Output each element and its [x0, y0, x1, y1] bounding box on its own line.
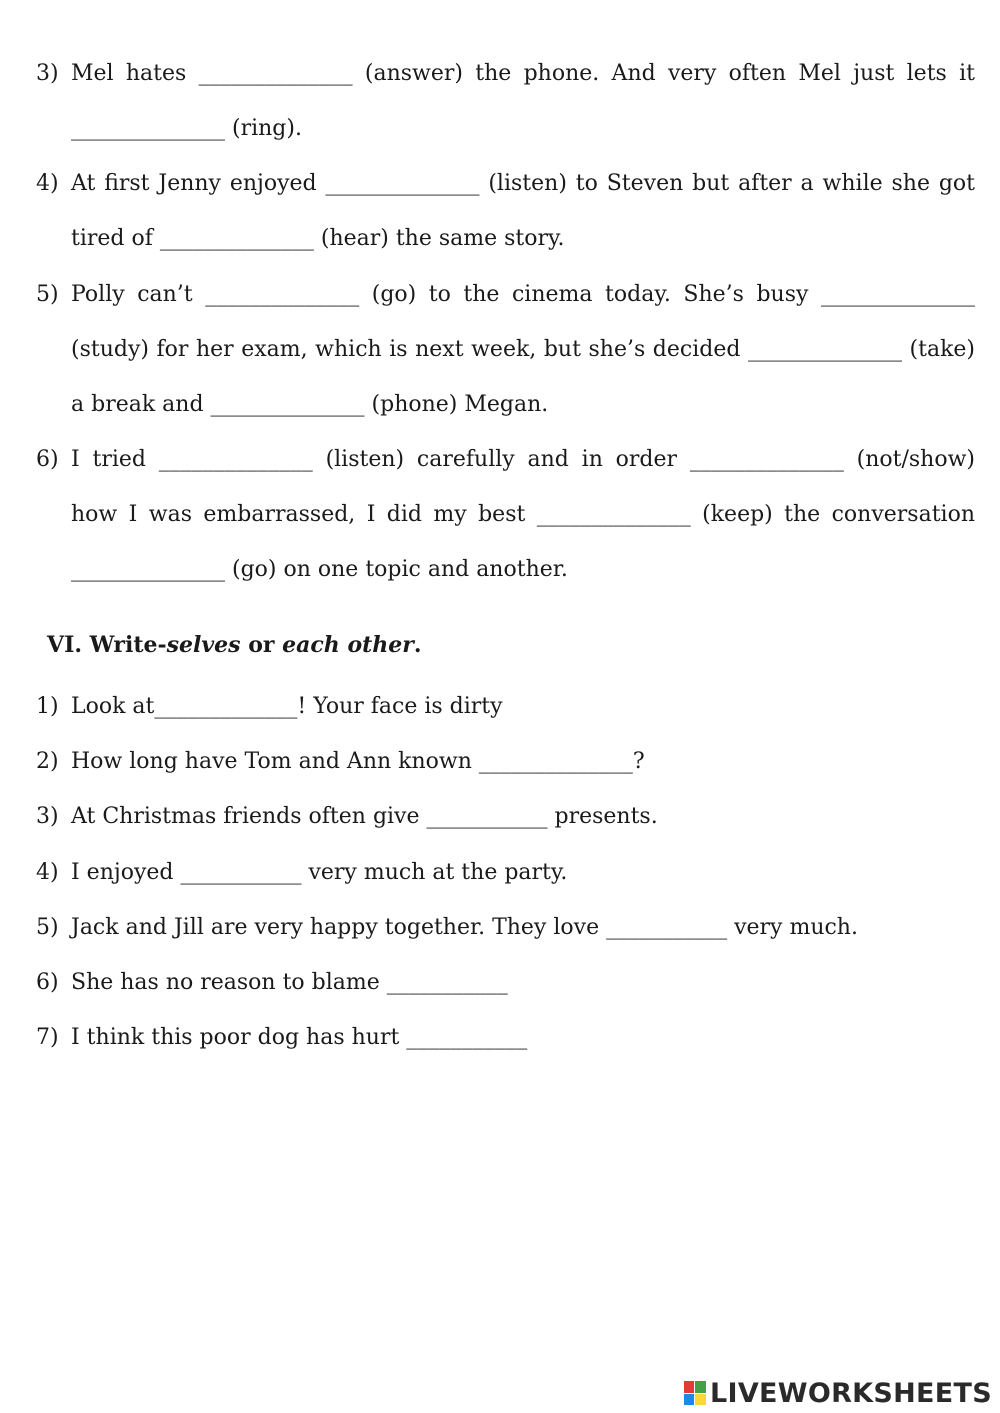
item-line: ______________ (ring).	[71, 116, 302, 141]
liveworksheets-logo[interactable]	[684, 1378, 992, 1408]
logo-mark-icon	[684, 1381, 706, 1405]
item-line: Polly can’t ______________ (go) to the cinema today. She’s busy ______________	[71, 282, 975, 307]
heading-selves: selves	[166, 632, 241, 658]
section-vi-item-3	[36, 803, 658, 831]
item-number: 7)	[36, 1025, 59, 1050]
item-number: 1)	[36, 694, 59, 719]
item-text: I think this poor dog has hurt ___________	[71, 1025, 528, 1050]
item-line: a break and ______________ (phone) Megan.	[71, 392, 549, 417]
item-line: (study) for her exam, which is next week, but she’s decided ______________ (take)	[71, 337, 975, 362]
item-number: 4)	[36, 860, 59, 885]
section-vi-item-1	[36, 693, 503, 721]
logo-text: LIVEWORKSHEETS	[709, 1377, 992, 1409]
item-number: 3)	[36, 61, 59, 86]
item-number: 2)	[36, 749, 59, 774]
item-number: 6)	[36, 447, 59, 472]
section-vi-heading	[47, 631, 422, 659]
item-text: Jack and Jill are very happy together. They love ___________ very much.	[71, 915, 858, 940]
item-line: how I was embarrassed, I did my best ______________ (keep) the conversation	[71, 502, 975, 527]
item-number: 3)	[36, 804, 59, 829]
heading-each-other: each other	[282, 632, 414, 658]
item-line: I tried ______________ (listen) carefully and in order ______________ (not/show)	[71, 447, 975, 472]
item-number: 4)	[36, 171, 59, 196]
item-text: Look at_____________! Your face is dirty	[71, 694, 503, 719]
heading-period: .	[413, 632, 422, 658]
item-line: ______________ (go) on one topic and another.	[71, 557, 568, 582]
item-number: 6)	[36, 970, 59, 995]
item-number: 5)	[36, 282, 59, 307]
item-text: How long have Tom and Ann known ______________?	[71, 749, 645, 774]
section-vi-item-5	[36, 914, 858, 942]
heading-prefix: VI. Write-	[47, 632, 167, 658]
item-line: At first Jenny enjoyed ______________ (listen) to Steven but after a while she got	[71, 171, 975, 196]
section-vi-item-4	[36, 859, 567, 887]
item-line: Mel hates ______________ (answer) the phone. And very often Mel just lets it	[71, 61, 975, 86]
section-vi-item-6	[36, 969, 508, 997]
section-vi-item-2	[36, 748, 645, 776]
section-vi-item-7	[36, 1024, 527, 1052]
item-line: tired of ______________ (hear) the same story.	[71, 226, 565, 251]
item-text: At Christmas friends often give ___________ presents.	[71, 804, 658, 829]
item-text: She has no reason to blame ___________	[71, 970, 508, 995]
heading-or: or	[240, 632, 283, 658]
item-text: I enjoyed ___________ very much at the party.	[71, 860, 568, 885]
item-number: 5)	[36, 915, 59, 940]
